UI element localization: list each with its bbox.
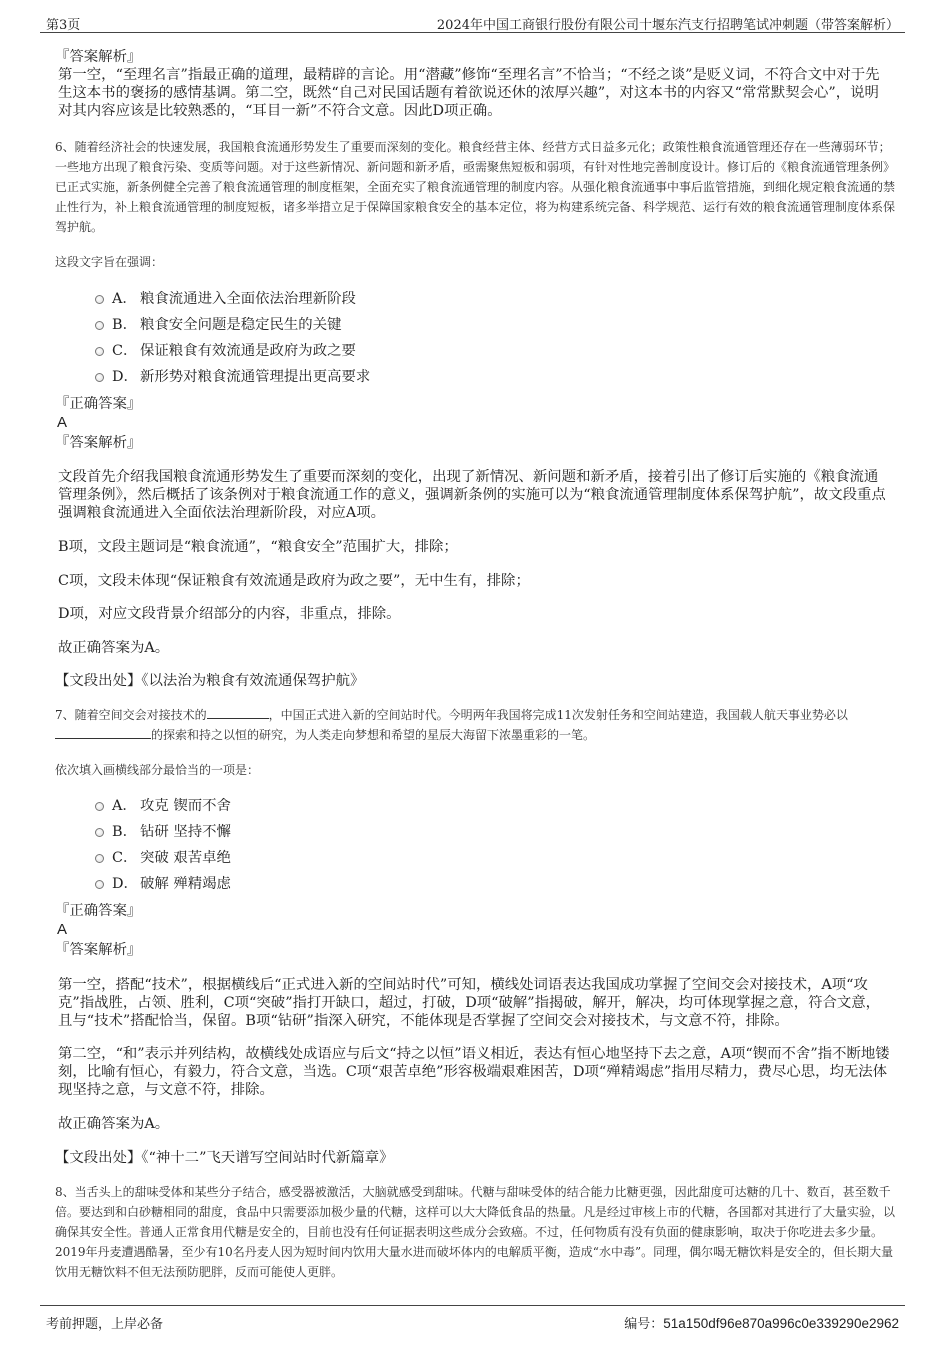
q6-stem-block <box>55 137 897 237</box>
q6-analysis-p4-block <box>58 605 888 623</box>
radio-icon[interactable] <box>95 828 104 837</box>
q6-analysis-label-block <box>55 434 897 452</box>
option-letter: D． <box>112 875 138 892</box>
q7-stem-part-b: ，中国正式进入新的空间站时代。今明两年我国将完成11次发射任务和空间站建造，我国载人航天事业势必以 <box>268 708 848 722</box>
q7-analysis-p2: 第二空，“和”表示并列结构，故横线处成语应与后文“持之以恒”语义相近，表达有恒心地坚持下去之意，A项“锲而不舍”指不断地镂刻，比喻有恒心，有毅力，符合文意，当选。C项“艰苦卓绝”形容极端艰难困苦，D项“殚精竭虑”指用尽精力，费尽心思，均无法体现坚持之意，与文意不符，排除。 <box>58 1046 890 1098</box>
document-code-value: 51a150df96e870a996c0e339290e2962 <box>663 1316 899 1331</box>
q7-option-d[interactable] <box>95 869 231 895</box>
q8-stem-text: 8、当舌头上的甜味受体和某些分子结合，感受器被激活，大脑就感受到甜味。代糖与甜味受体的结合能力比糖更强，因此甜度可达糖的几十、数百，甚至数千倍。要达到和白砂糖相同的甜度，食品中只需要添加极少量的代糖，这样可以大大降低食品的热量。凡是经过审核上市的代糖，各国都对其进行了大量实验，以确保其安全性。普通人正常食用代糖是安全的，目前也没有任何证据表明这些成分会致癌。不过，任何物质有没有负面的健康影响，取决于你吃进去多少量。2019年丹麦遭遇酷暑，至少有10名丹麦人因为短时间内饮用大量水进而破坏体内的电解质平衡，造成“水中毒”。同理，偶尔喝无糖饮料是安全的，但长期大量饮用无糖饮料不但无法预防肥胖，反而可能使人更胖。 <box>55 1185 896 1279</box>
radio-icon[interactable] <box>95 321 104 330</box>
radio-icon[interactable] <box>95 295 104 304</box>
q8-stem-block <box>55 1182 897 1282</box>
q6-conclusion: 故正确答案为A。 <box>58 640 170 656</box>
q7-correct-label-block <box>55 902 897 920</box>
q7-conclusion-block <box>58 1115 900 1133</box>
radio-icon[interactable] <box>95 880 104 889</box>
q6-analysis-p3-block <box>58 572 888 590</box>
q6-analysis-p2: B项，文段主题词是“粮食流通”，“粮食安全”范围扩大，排除； <box>58 539 458 555</box>
q7-analysis-p1-block <box>58 976 893 1030</box>
analysis-label: 『答案解析』 <box>55 49 142 65</box>
option-letter: B． <box>112 823 137 840</box>
option-text: 粮食流通进入全面依法治理新阶段 <box>140 290 356 307</box>
q6-source: 【文段出处】《以法治为粮食有效流通保驾护航》 <box>55 673 365 689</box>
q7-blank-2 <box>55 726 151 739</box>
document-code <box>624 1313 899 1332</box>
q7-analysis-p1: 第一空，搭配“技术”，根据横线后“正式进入新的空间站时代”可知，横线处词语表达我国成功掌握了空间交会对接技术，A项“攻克”指战胜，占领、胜利，C项“突破”指打开缺口，超过，打破，D项“破解”指揭破，解开，解决，均可体现掌握之意，符合文意，且与“技术”搭配恰当，保留。B项“钻研”指深入研究，不能体现是否掌握了空间交会对接技术，与文意不符，排除。 <box>58 977 881 1029</box>
document-code-label: 编号： <box>624 1317 664 1332</box>
document-title: 2024年中国工商银行股份有限公司十堰东汽支行招聘笔试冲刺题（带答案解析） <box>436 18 899 33</box>
option-text: 新形势对粮食流通管理提出更高要求 <box>140 368 371 385</box>
q7-stem-part-c: 的探索和持之以恒的研究，为人类走向梦想和希望的星辰大海留下浓墨重彩的一笔。 <box>151 728 596 742</box>
option-text: 破解 殚精竭虑 <box>140 875 231 892</box>
q7-source: 【文段出处】《“神十二”飞天谱写空间站时代新篇章》 <box>55 1150 394 1166</box>
correct-answer-value: A <box>57 414 68 431</box>
option-text: 钻研 坚持不懈 <box>140 823 231 840</box>
option-letter: C． <box>112 849 138 866</box>
radio-icon[interactable] <box>95 347 104 356</box>
page-header <box>40 12 905 33</box>
page-number: 第3页 <box>46 18 81 33</box>
correct-answer-label: 『正确答案』 <box>55 396 142 412</box>
q7-analysis-p2-block <box>58 1045 893 1099</box>
q7-answer-block <box>57 921 899 939</box>
q6-option-c[interactable] <box>95 336 370 362</box>
radio-icon[interactable] <box>95 854 104 863</box>
q7-option-b[interactable] <box>95 817 231 843</box>
q7-analysis-label-block <box>55 941 897 959</box>
option-text: 粮食安全问题是稳定民生的关键 <box>140 316 342 333</box>
option-letter: B． <box>112 316 137 333</box>
option-letter: C． <box>112 342 138 359</box>
q5-analysis-text: 第一空，“至理名言”指最正确的道理，最精辟的言论。用“潜藏”修饰“至理名言”不恰当；“不经之谈”是贬义词，不符合文中对于先生这本书的褒扬的感情基调。第二空，既然“自己对民国话题有着欲说还休的浓厚兴趣”，对这本书的内容又“常常默契会心”，说明对其内容应该是比较熟悉的，“耳目一新”不符合文意。因此D项正确。 <box>58 67 880 119</box>
radio-icon[interactable] <box>95 373 104 382</box>
page-footer <box>40 1305 905 1330</box>
correct-answer-value: A <box>57 921 68 938</box>
q5-analysis-block <box>58 66 888 120</box>
q7-stem-part-a: 7、随着空间交会对接技术的 <box>55 708 207 722</box>
q7-conclusion: 故正确答案为A。 <box>58 1116 170 1132</box>
option-letter: A． <box>112 290 137 307</box>
q7-question-block <box>55 760 897 780</box>
analysis-label: 『答案解析』 <box>55 435 142 451</box>
correct-answer-label: 『正确答案』 <box>55 903 142 919</box>
option-letter: A． <box>112 797 137 814</box>
option-text: 攻克 锲而不舍 <box>140 797 231 814</box>
q7-blank-1 <box>207 706 269 719</box>
q6-option-d[interactable] <box>95 362 370 388</box>
q6-question-text: 这段文字旨在强调： <box>55 255 164 269</box>
q7-option-c[interactable] <box>95 843 231 869</box>
q6-stem-text: 6、随着经济社会的快速发展，我国粮食流通形势发生了重要而深刻的变化。粮食经营主体、经营方式日益多元化；政策性粮食流通管理还存在一些薄弱环节；一些地方出现了粮食污染、变质等问题。对于这些新情况、新问题和新矛盾，亟需聚焦短板和弱项，有针对性地完善制度设计。修订后的《粮食流通管理条例》已正式实施，新条例健全完善了粮食流通管理的制度框架，全面充实了粮食流通管理的制度内容。从强化粮食流通事中事后监管措施，到细化规定粮食流通的禁止性行为，补上粮食流通管理的制度短板，诸多举措立足于保障国家粮食安全的基本定位，将为构建系统完备、科学规范、运行有效的粮食流通管理制度体系保驾护航。 <box>55 140 896 234</box>
footer-slogan: 考前押题，上岸必备 <box>46 1317 164 1332</box>
q7-source-block <box>55 1149 897 1167</box>
q7-stem <box>55 705 897 745</box>
option-text: 突破 艰苦卓绝 <box>140 849 231 866</box>
radio-icon[interactable] <box>95 802 104 811</box>
q6-analysis-p1: 文段首先介绍我国粮食流通形势发生了重要而深刻的变化，出现了新情况、新问题和新矛盾，接着引出了修订后实施的《粮食流通管理条例》，然后概括了该条例对于粮食流通工作的意义，强调新条例的实施可以为“粮食流通管理制度体系保驾护航”，故文段重点强调粮食流通进入全面依法治理新阶段，对应A项。 <box>58 469 886 521</box>
q6-question-block <box>55 252 897 272</box>
q5-analysis-label-block <box>55 48 897 66</box>
q7-options <box>95 791 231 895</box>
option-letter: D． <box>112 368 138 385</box>
q6-analysis-p2-block <box>58 538 888 556</box>
q6-conclusion-block <box>58 639 900 657</box>
option-text: 保证粮食有效流通是政府为政之要 <box>140 342 356 359</box>
q7-stem-block <box>55 705 897 745</box>
q6-correct-label-block <box>55 395 897 413</box>
q6-answer-block <box>57 414 899 432</box>
q6-option-b[interactable] <box>95 310 370 336</box>
q6-analysis-p4: D项，对应文段背景介绍部分的内容，非重点，排除。 <box>58 606 401 622</box>
q6-option-a[interactable] <box>95 284 370 310</box>
analysis-label: 『答案解析』 <box>55 942 142 958</box>
q7-question-text: 依次填入画横线部分最恰当的一项是： <box>55 763 260 777</box>
q6-source-block <box>55 672 897 690</box>
q6-analysis-p3: C项，文段未体现“保证粮食有效流通是政府为政之要”，无中生有，排除； <box>58 573 530 589</box>
q7-option-a[interactable] <box>95 791 231 817</box>
q6-analysis-p1-block <box>58 468 888 522</box>
q6-options <box>95 284 370 388</box>
